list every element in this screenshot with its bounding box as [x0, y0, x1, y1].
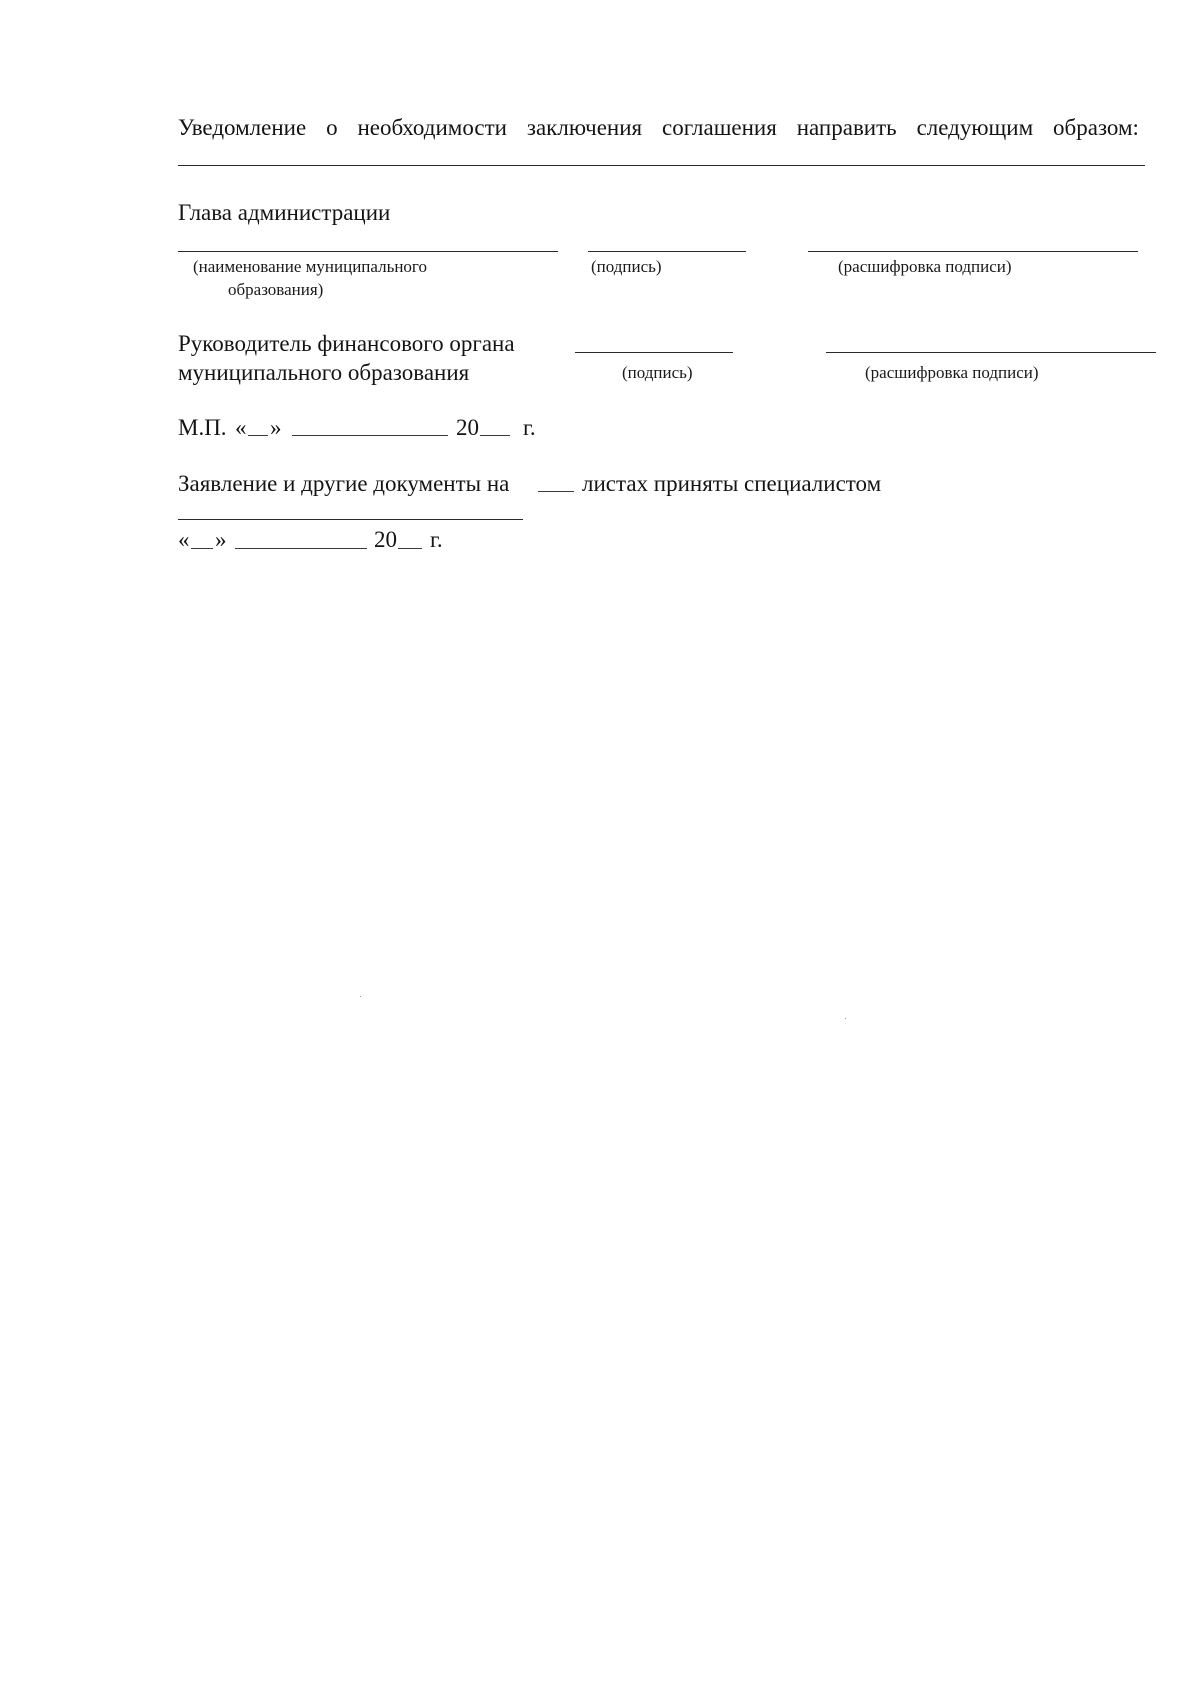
acceptance-text-1: Заявление и другие документы на [178, 471, 510, 496]
stamp-close-quote: » [270, 415, 282, 440]
head-title: Глава администрации [178, 200, 391, 225]
date2-day-line[interactable] [191, 548, 213, 549]
acceptance-text-2: листах приняты специалистом [582, 471, 882, 496]
scan-speck [360, 996, 361, 997]
notice-word: заключения [526, 115, 643, 140]
stamp-year-prefix: 20 [456, 415, 479, 440]
finance-signature-line[interactable] [575, 352, 733, 353]
stamp-open-quote: « [235, 415, 247, 440]
stamp-year-line[interactable] [480, 435, 510, 436]
scan-speck [845, 1018, 846, 1019]
stamp-day-line[interactable] [248, 435, 268, 436]
date2-year-line[interactable] [398, 548, 422, 549]
finance-title-line2: муниципального образования [178, 360, 470, 385]
caption-municipality-2: образования) [228, 280, 324, 299]
caption-finance-decoding: (расшифровка подписи) [865, 363, 1039, 382]
notice-word: соглашения [662, 115, 777, 140]
notice-fill-line[interactable] [178, 165, 1145, 166]
specialist-line[interactable] [178, 519, 523, 520]
notice-word: Уведомление [178, 115, 307, 140]
notice-word: образом: [1053, 115, 1139, 140]
notice-word: о [326, 115, 338, 140]
caption-head-signature: (подпись) [591, 257, 662, 276]
stamp-mp: М.П. [178, 415, 227, 440]
notice-word: следующим [916, 115, 1034, 140]
date2-close-quote: » [215, 527, 227, 552]
stamp-year-suffix: г. [523, 415, 536, 440]
notice-word: необходимости [357, 115, 507, 140]
notice-text [178, 116, 1139, 139]
head-signature-line[interactable] [588, 251, 746, 252]
caption-head-decoding: (расшифровка подписи) [838, 257, 1012, 276]
notice-word: направить [796, 115, 897, 140]
date2-open-quote: « [178, 527, 190, 552]
caption-municipality: (наименование муниципального [193, 257, 427, 276]
finance-title-line1: Руководитель финансового органа [178, 331, 515, 356]
head-decoding-line[interactable] [808, 251, 1138, 252]
finance-decoding-line[interactable] [826, 352, 1156, 353]
date2-year-suffix: г. [430, 527, 443, 552]
date2-year-prefix: 20 [374, 527, 397, 552]
municipality-name-line[interactable] [178, 251, 558, 252]
sheets-count-line[interactable] [538, 491, 574, 492]
caption-finance-signature: (подпись) [622, 363, 693, 382]
stamp-month-line[interactable] [292, 435, 448, 436]
date2-month-line[interactable] [235, 548, 367, 549]
